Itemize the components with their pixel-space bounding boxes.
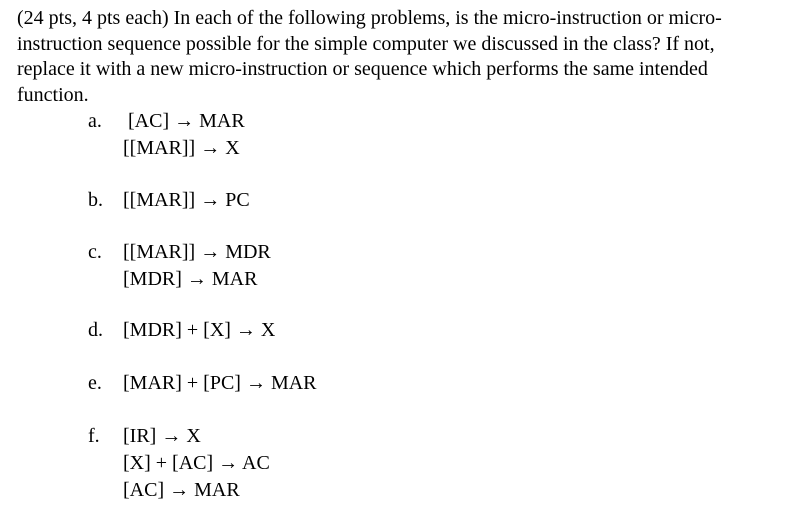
statement-line: function.	[17, 83, 89, 106]
micro-instruction-sequence	[123, 370, 317, 397]
micro-instruction: [AC] → MAR	[123, 479, 240, 501]
problem-letter: a.	[88, 110, 102, 132]
micro-instruction-sequence	[123, 239, 271, 293]
micro-instruction-sequence	[123, 317, 275, 344]
micro-instruction: [MDR] → MAR	[123, 268, 258, 290]
micro-instruction-sequence	[123, 423, 270, 504]
problem-letter: b.	[88, 189, 103, 211]
micro-instruction: [[MAR]] → MDR	[123, 241, 271, 263]
problem-letter: f.	[88, 425, 100, 447]
micro-instruction: [X] + [AC] → AC	[123, 452, 270, 474]
micro-instruction: [MDR] + [X] → X	[123, 319, 276, 341]
micro-instruction-sequence	[123, 108, 245, 162]
micro-instruction: [[MAR]] → X	[123, 137, 240, 159]
micro-instruction: [IR] → X	[123, 425, 201, 447]
problem-letter: c.	[88, 241, 102, 263]
statement-line: instruction sequence possible for the simple computer we discussed in the class? If not,	[17, 32, 715, 55]
problem-statement	[17, 6, 799, 108]
micro-instruction: [AC] → MAR	[128, 110, 245, 132]
problem-letter: e.	[88, 372, 102, 394]
micro-instruction: [MAR] + [PC] → MAR	[123, 372, 317, 394]
problem-letter: d.	[88, 319, 103, 341]
micro-instruction: [[MAR]] → PC	[123, 189, 250, 211]
statement-line: (24 pts, 4 pts each) In each of the following problems, is the micro-instruction or micro-	[17, 7, 722, 29]
micro-instruction-sequence	[123, 187, 250, 214]
statement-line: replace it with a new micro-instruction or sequence which performs the same intended	[17, 58, 708, 80]
